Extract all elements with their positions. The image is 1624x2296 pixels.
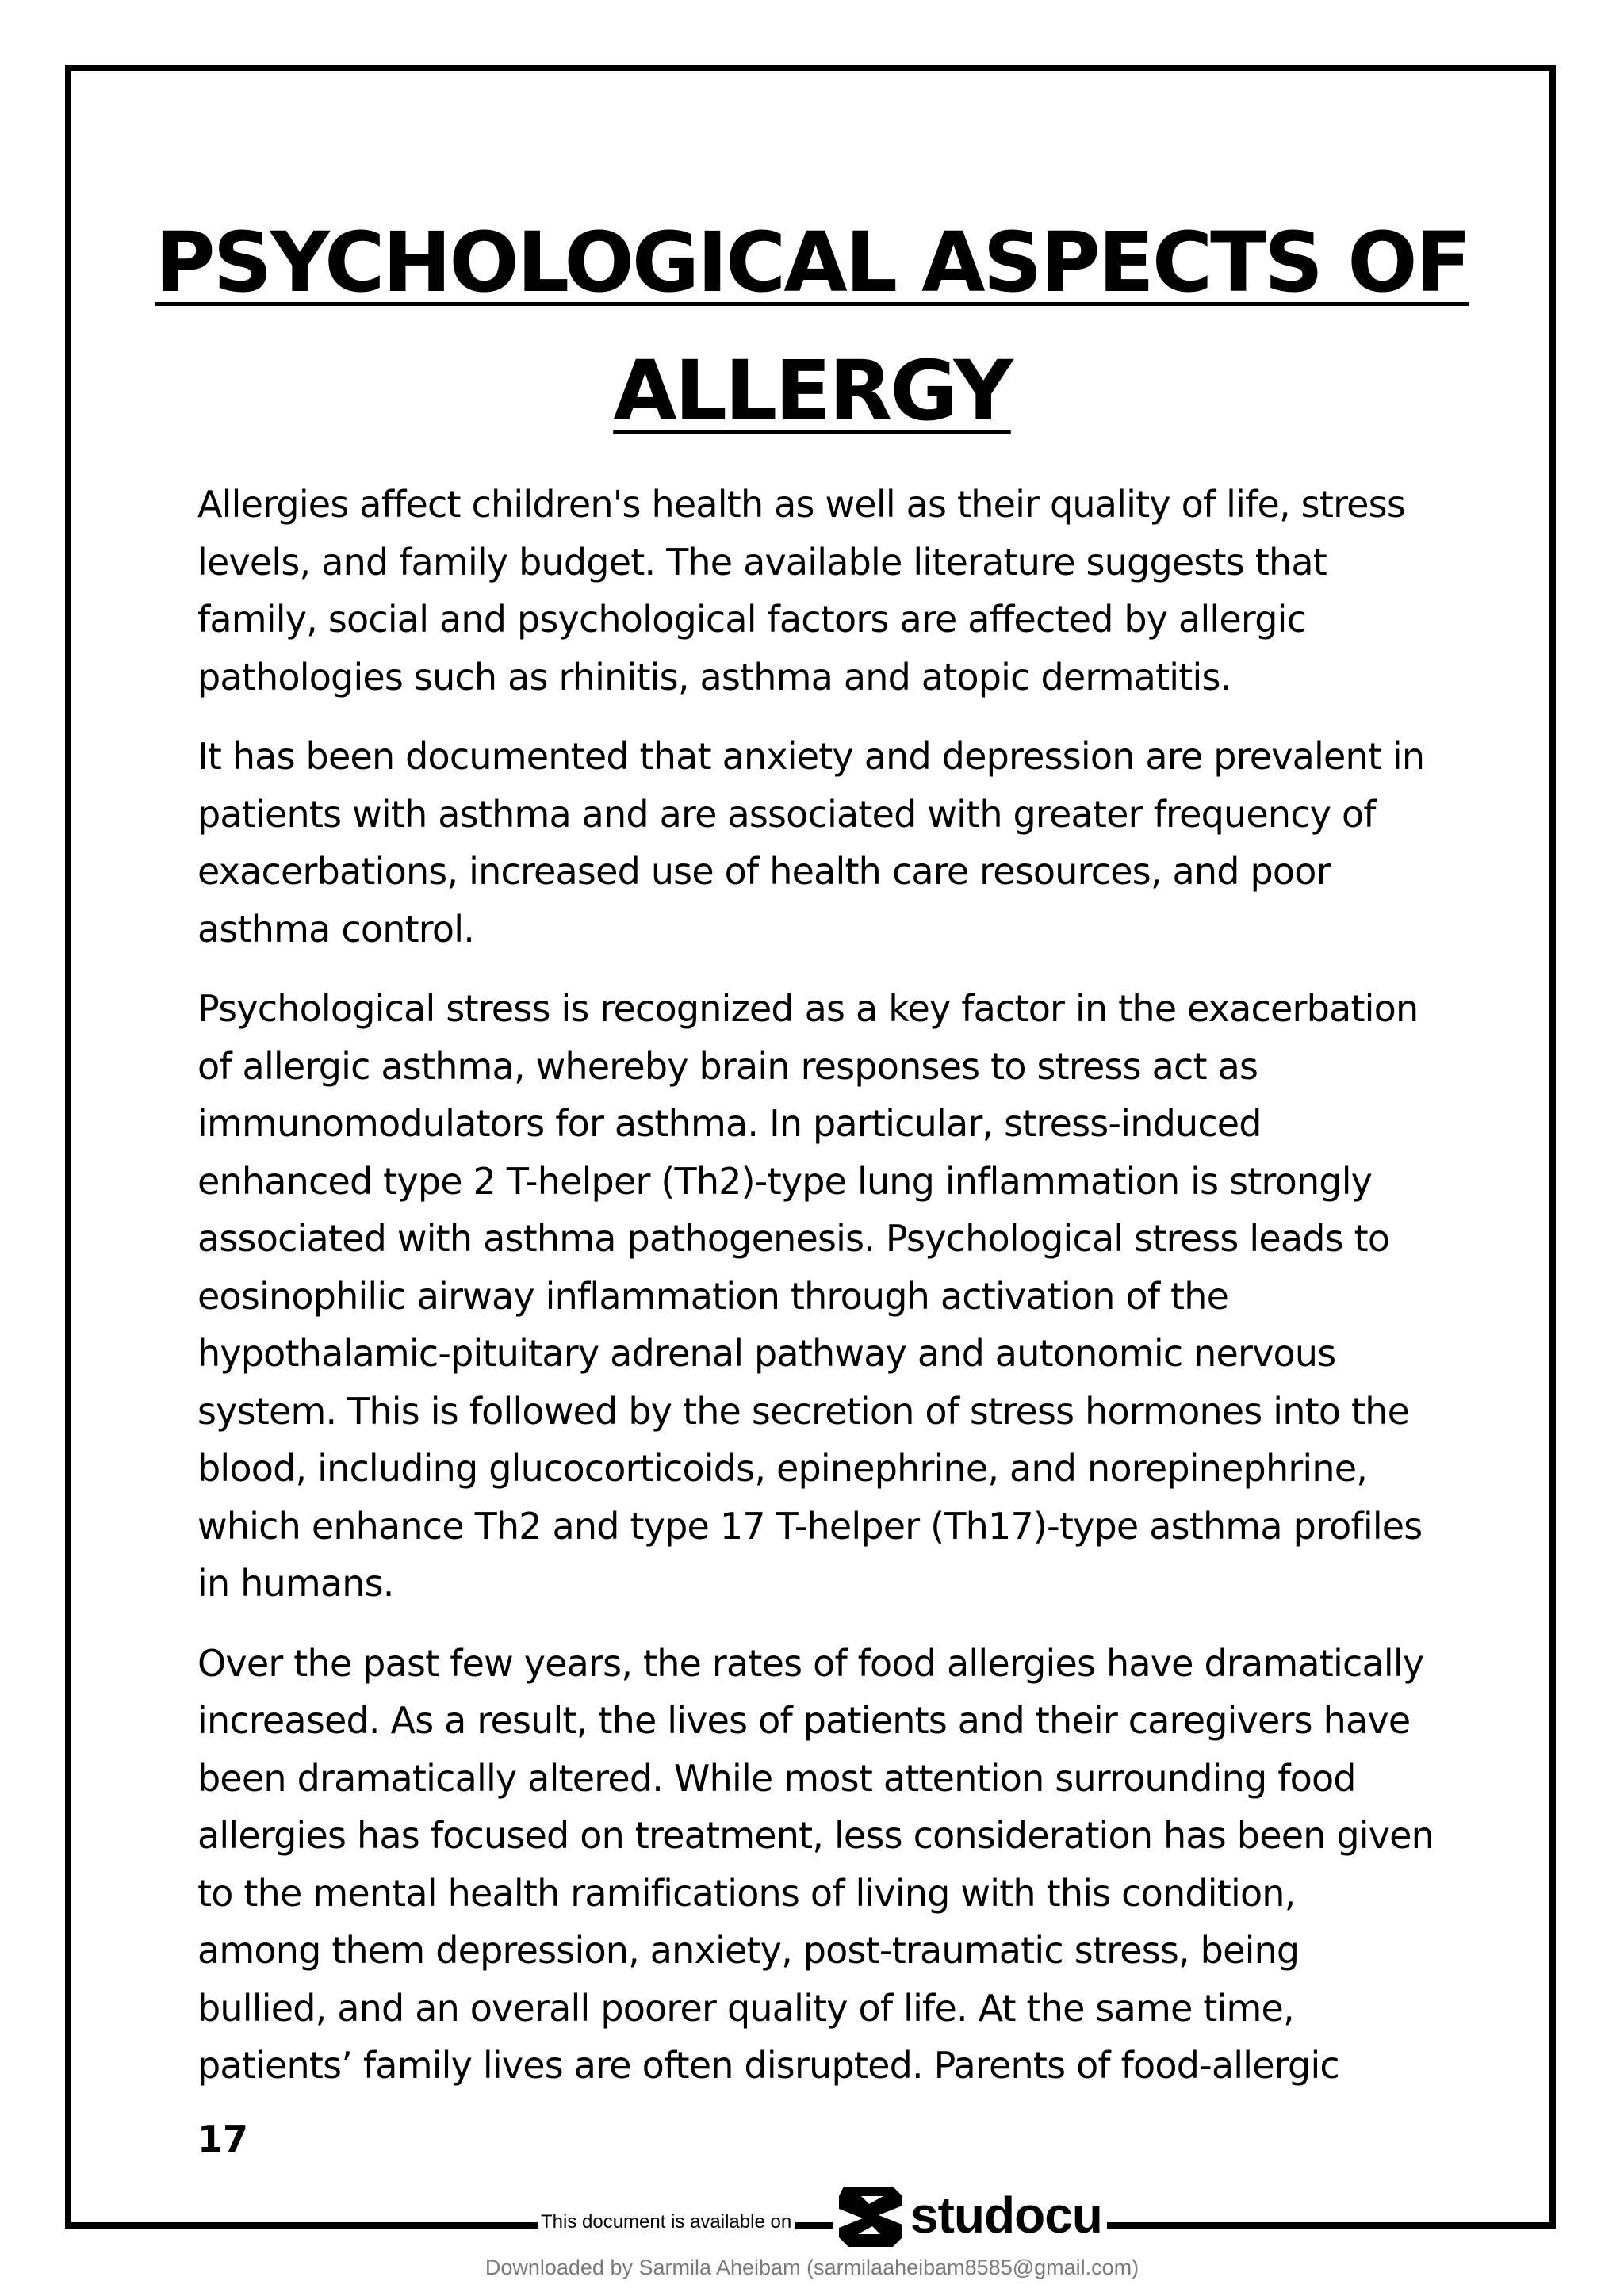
paragraph-line: It has been documented that anxiety and depression are prevalent in: [197, 735, 1425, 778]
paragraph-line: bullied, and an overall poorer quality of life. At the same time,: [197, 1986, 1294, 2030]
paragraph-line: Allergies affect children's health as well as their quality of life, stress: [197, 483, 1406, 526]
studocu-logo[interactable]: [833, 2182, 1107, 2248]
document-title: [0, 198, 1624, 455]
title-line-2: ALLERGY: [613, 342, 1011, 439]
paragraph-line: which enhance Th2 and type 17 T-helper (Th17)-type asthma profiles: [197, 1504, 1423, 1548]
paragraph-line: to the mental health ramifications of living with this condition,: [197, 1871, 1296, 1915]
paragraph: [197, 476, 1450, 706]
paragraph-line: increased. As a result, the lives of patients and their caregivers have: [197, 1699, 1411, 1742]
paragraph-line: blood, including glucocorticoids, epinephrine, and norepinephrine,: [197, 1447, 1368, 1490]
paragraph-line: allergies has focused on treatment, less consideration has been given: [197, 1814, 1434, 1857]
paragraph: [197, 1635, 1450, 2095]
paragraph: [197, 980, 1450, 1613]
paragraph-line: Psychological stress is recognized as a key factor in the exacerbation: [197, 987, 1419, 1030]
paragraph-line: among them depression, anxiety, post-traumatic stress, being: [197, 1929, 1300, 1972]
paragraph-line: pathologies such as rhinitis, asthma and atopic dermatitis.: [197, 655, 1231, 698]
paragraph-line: associated with asthma pathogenesis. Psychological stress leads to: [197, 1217, 1390, 1260]
page-number: 17: [197, 2118, 249, 2160]
paragraph-line: hypothalamic-pituitary adrenal pathway and autonomic nervous: [197, 1332, 1336, 1375]
paragraph-line: Over the past few years, the rates of food allergies have dramatically: [197, 1641, 1424, 1685]
paragraph-line: system. This is followed by the secretion of stress hormones into the: [197, 1389, 1410, 1433]
available-on-text: This document is available on: [538, 2210, 795, 2234]
studocu-wordmark: studocu: [910, 2187, 1102, 2244]
paragraph-line: patients with asthma and are associated with greater frequency of: [197, 792, 1376, 836]
paragraph-line: been dramatically altered. While most attention surrounding food: [197, 1756, 1356, 1800]
paragraph-line: exacerbations, increased use of health care resources, and poor: [197, 850, 1331, 893]
studocu-logo-icon: [837, 2183, 904, 2247]
paragraph-line: enhanced type 2 T-helper (Th2)-type lung inflammation is strongly: [197, 1159, 1373, 1203]
paragraph-line: eosinophilic airway inflammation through activation of the: [197, 1274, 1229, 1318]
document-body: [197, 476, 1450, 2117]
paragraph-line: asthma control.: [197, 907, 475, 951]
paragraph-line: patients’ family lives are often disrupted. Parents of food-allergic: [197, 2044, 1339, 2087]
paragraph-line: family, social and psychological factors are affected by allergic: [197, 598, 1307, 641]
paragraph-line: of allergic asthma, whereby brain responses to stress act as: [197, 1044, 1258, 1088]
title-line-1: PSYCHOLOGICAL ASPECTS OF: [155, 214, 1469, 311]
downloaded-by-text: Downloaded by Sarmila Aheibam (sarmilaaheibam8585@gmail.com): [485, 2256, 1139, 2279]
paragraph-line: in humans.: [197, 1562, 394, 1605]
paragraph-line: immunomodulators for asthma. In particular, stress-induced: [197, 1102, 1262, 1145]
paragraph-line: levels, and family budget. The available literature suggests that: [197, 540, 1327, 584]
paragraph: [197, 728, 1450, 958]
